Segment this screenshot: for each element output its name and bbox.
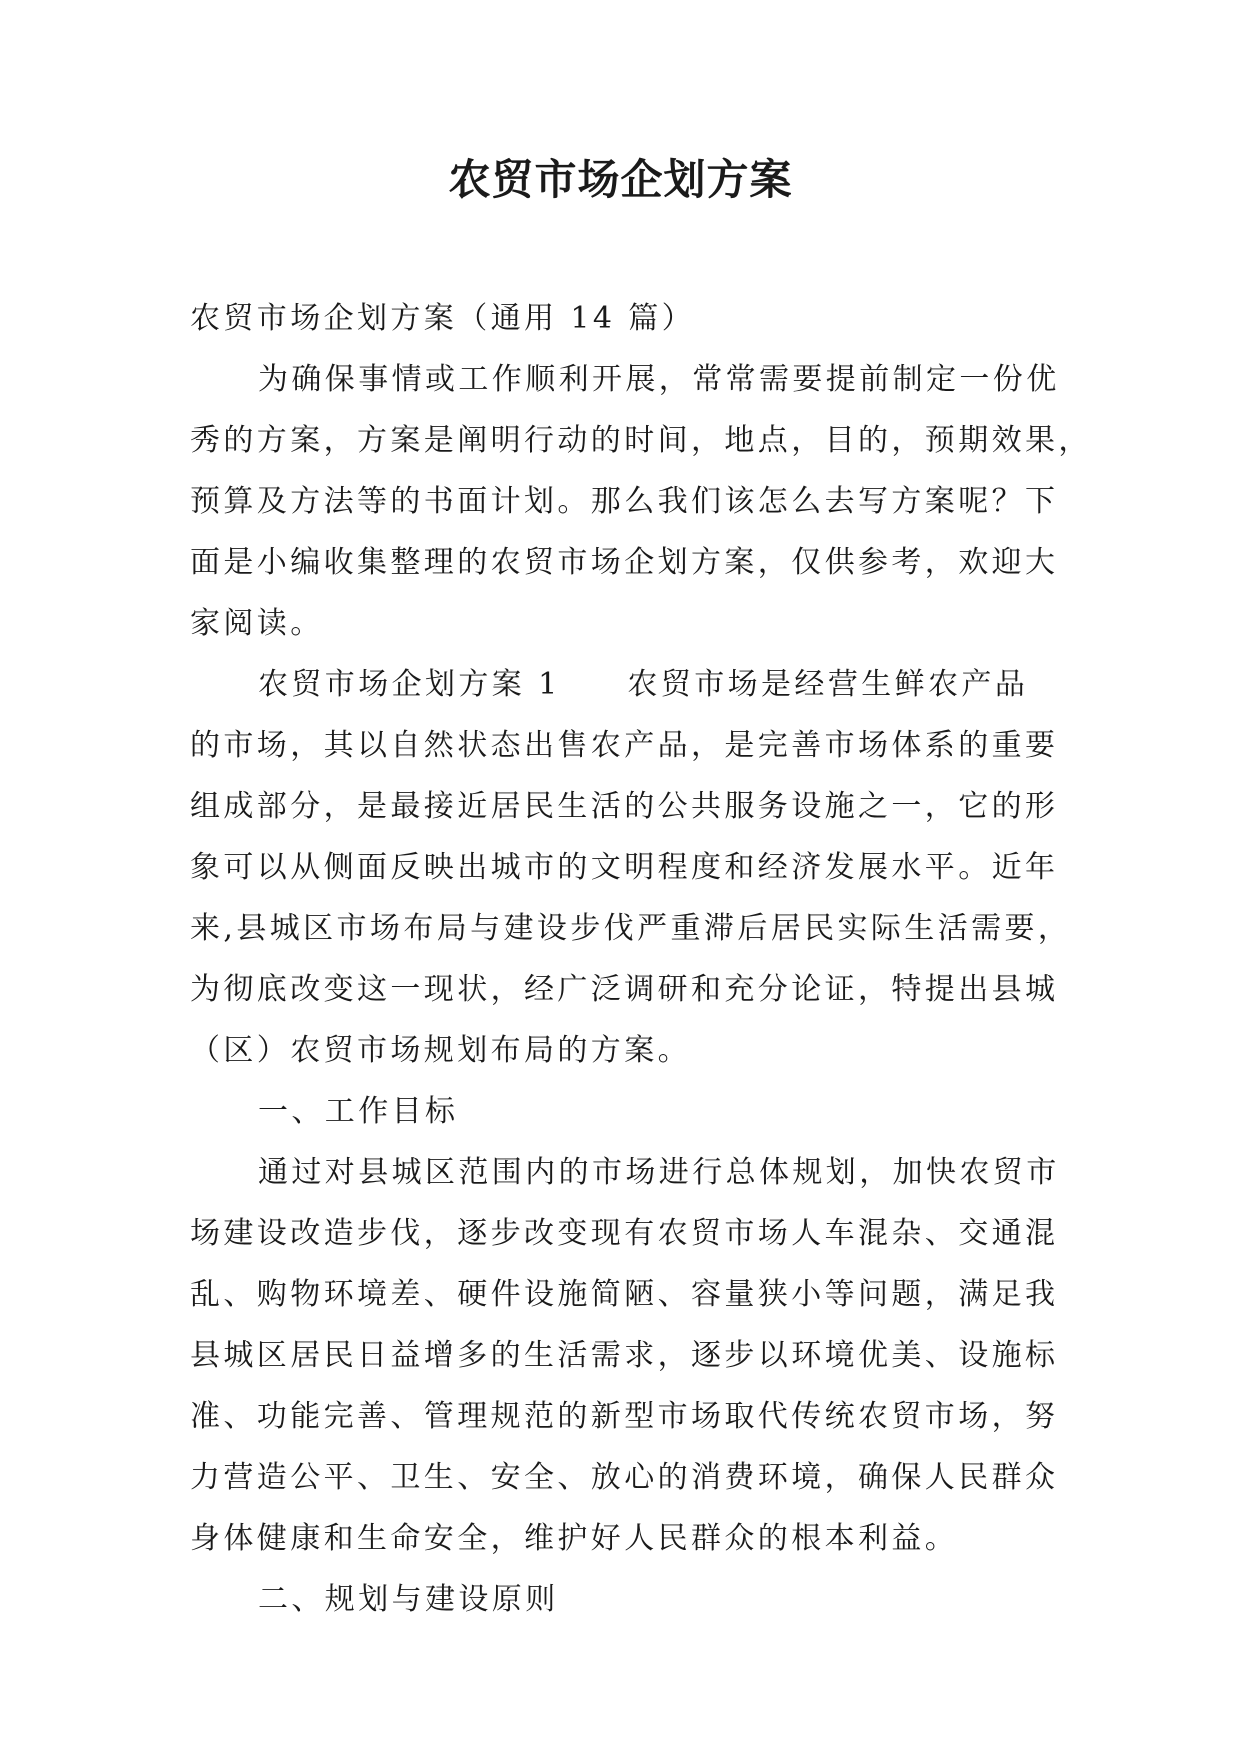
text-line: 的市场，其以自然状态出售农产品，是完善市场体系的重要 [190,728,1059,763]
text-line: 为确保事情或工作顺利开展，常常需要提前制定一份优 [258,362,1060,397]
section-heading: 二、规划与建设原则 [258,1582,559,1617]
text-line: 农贸市场企划方案 1 农贸市场是经营生鲜农产品 [258,667,1029,702]
text-line: 家阅读。 [190,606,324,641]
text-line: 农贸市场企划方案（通用 14 篇） [190,301,696,336]
document-title: 农贸市场企划方案 [448,155,793,204]
section-heading: 一、工作目标 [258,1094,459,1129]
text-line: 面是小编收集整理的农贸市场企划方案，仅供参考，欢迎大 [190,545,1059,580]
text-line: 象可以从侧面反映出城市的文明程度和经济发展水平。近年 [190,850,1059,885]
text-line: 预算及方法等的书面计划。那么我们该怎么去写方案呢？下 [190,484,1059,519]
text-line: 秀的方案，方案是阐明行动的时间，地点，目的，预期效果， [190,423,1092,458]
text-line: 场建设改造步伐，逐步改变现有农贸市场人车混杂、交通混 [190,1216,1059,1251]
text-line: 准、功能完善、管理规范的新型市场取代传统农贸市场，努 [190,1399,1059,1434]
text-line: 组成部分，是最接近居民生活的公共服务设施之一，它的形 [190,789,1059,824]
text-line: 县城区居民日益增多的生活需求，逐步以环境优美、设施标 [190,1338,1059,1373]
text-line: 乱、购物环境差、硬件设施简陋、容量狭小等问题，满足我 [190,1277,1059,1312]
document-body [190,288,1092,1630]
text-line: 来,县城区市场布局与建设步伐严重滞后居民实际生活需要， [190,911,1072,946]
text-line: 力营造公平、卫生、安全、放心的消费环境，确保人民群众 [190,1460,1059,1495]
text-line: 通过对县城区范围内的市场进行总体规划，加快农贸市 [258,1155,1060,1190]
text-line: 身体健康和生命安全，维护好人民群众的根本利益。 [190,1521,959,1556]
text-line: （区）农贸市场规划布局的方案。 [190,1033,691,1068]
text-line: 为彻底改变这一现状，经广泛调研和充分论证，特提出县城 [190,972,1059,1007]
